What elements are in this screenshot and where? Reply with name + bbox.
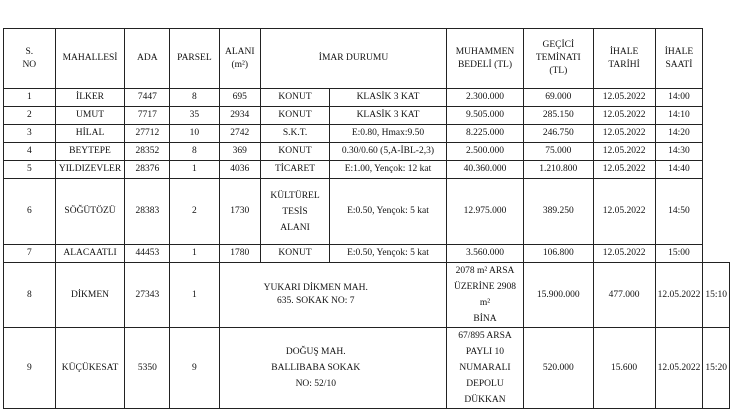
- header-muhammen: MUHAMMEN BEDELİ (TL): [446, 29, 523, 89]
- cell-address: DOĞUŞ MAH. BALLIBABA SOKAK NO: 52/10: [219, 328, 446, 409]
- cell-imar-detail: KLASİK 3 KAT: [329, 89, 446, 107]
- cell-bedel: 40.360.000: [446, 161, 523, 179]
- cell-tarih: 12.05.2022: [593, 179, 655, 245]
- header-imar: İMAR DURUMU: [261, 29, 447, 89]
- cell-bedel: 9.505.000: [446, 107, 523, 125]
- cell-address: YUKARI DİKMEN MAH. 635. SOKAK NO: 7: [219, 263, 446, 328]
- header-sno: S. NO: [4, 29, 56, 89]
- cell-ada: 28352: [125, 143, 170, 161]
- cell-bedel: 2.300.000: [446, 89, 523, 107]
- table-row: [4, 125, 730, 143]
- cell-mahalle: YILDIZEVLER: [55, 161, 125, 179]
- cell-parsel: 8: [170, 89, 219, 107]
- cell-ada: 27343: [125, 263, 170, 328]
- cell-imar-type: KÜLTÜREL TESİS ALANI: [261, 179, 330, 245]
- cell-imar-detail: 0.30/0.60 (5,A-İBL-2,3): [329, 143, 446, 161]
- cell-alan: 369: [219, 143, 261, 161]
- cell-tarih: 12.05.2022: [655, 263, 703, 328]
- cell-tarih: 12.05.2022: [593, 161, 655, 179]
- cell-ada: 28376: [125, 161, 170, 179]
- cell-no: 4: [4, 143, 56, 161]
- cell-tarih: 12.05.2022: [593, 125, 655, 143]
- cell-no: 6: [4, 179, 56, 245]
- cell-alan: 4036: [219, 161, 261, 179]
- cell-imar-detail: E:0.80, Hmax:9.50: [329, 125, 446, 143]
- cell-imar-detail: KLASİK 3 KAT: [329, 107, 446, 125]
- cell-mahalle: SÖĞÜTÖZÜ: [55, 179, 125, 245]
- cell-imar-detail: 2078 m² ARSA ÜZERİNE 2908 m² BİNA: [446, 263, 523, 328]
- cell-imar-type: KONUT: [261, 245, 330, 263]
- auction-table: [3, 28, 730, 409]
- cell-imar-detail: E:1.00, Yençok: 12 kat: [329, 161, 446, 179]
- cell-no: 1: [4, 89, 56, 107]
- cell-parsel: 9: [170, 328, 219, 409]
- cell-saat: 14:10: [655, 107, 703, 125]
- table-row: [4, 179, 730, 245]
- cell-imar-type: TİCARET: [261, 161, 330, 179]
- cell-tarih: 12.05.2022: [593, 143, 655, 161]
- cell-teminat: 106.800: [524, 245, 594, 263]
- cell-ada: 28383: [125, 179, 170, 245]
- cell-no: 9: [4, 328, 56, 409]
- cell-teminat: 1.210.800: [524, 161, 594, 179]
- cell-mahalle: DİKMEN: [55, 263, 125, 328]
- cell-parsel: 35: [170, 107, 219, 125]
- header-alani: ALANI (m²): [219, 29, 261, 89]
- cell-no: 7: [4, 245, 56, 263]
- cell-imar-type: KONUT: [261, 107, 330, 125]
- header-gecici: GEÇİCİ TEMİNATI (TL): [524, 29, 594, 89]
- cell-saat: 14:20: [655, 125, 703, 143]
- cell-ada: 5350: [125, 328, 170, 409]
- cell-saat: 14:50: [655, 179, 703, 245]
- cell-saat: 14:40: [655, 161, 703, 179]
- cell-teminat: 75.000: [524, 143, 594, 161]
- table-row: [4, 328, 730, 409]
- cell-teminat: 285.150: [524, 107, 594, 125]
- cell-parsel: 1: [170, 161, 219, 179]
- cell-parsel: 2: [170, 179, 219, 245]
- cell-ada: 27712: [125, 125, 170, 143]
- header-mahalle: MAHALLESİ: [55, 29, 125, 89]
- cell-mahalle: ALACAATLI: [55, 245, 125, 263]
- cell-ada: 7717: [125, 107, 170, 125]
- cell-mahalle: KÜÇÜKESAT: [55, 328, 125, 409]
- cell-no: 3: [4, 125, 56, 143]
- cell-tarih: 12.05.2022: [655, 328, 703, 409]
- cell-ada: 7447: [125, 89, 170, 107]
- cell-mahalle: İLKER: [55, 89, 125, 107]
- cell-teminat: 15.600: [593, 328, 655, 409]
- cell-imar-detail: E:0.50, Yençok: 5 kat: [329, 179, 446, 245]
- header-ada: ADA: [125, 29, 170, 89]
- cell-teminat: 389.250: [524, 179, 594, 245]
- table-row: [4, 161, 730, 179]
- cell-parsel: 10: [170, 125, 219, 143]
- cell-alan: 2742: [219, 125, 261, 143]
- cell-alan: 1730: [219, 179, 261, 245]
- cell-tarih: 12.05.2022: [593, 107, 655, 125]
- cell-mahalle: BEYTEPE: [55, 143, 125, 161]
- cell-saat: 15:20: [703, 328, 730, 409]
- cell-ada: 44453: [125, 245, 170, 263]
- cell-teminat: 477.000: [593, 263, 655, 328]
- cell-no: 2: [4, 107, 56, 125]
- cell-saat: 14:30: [655, 143, 703, 161]
- cell-alan: 1780: [219, 245, 261, 263]
- cell-no: 8: [4, 263, 56, 328]
- cell-imar-type: KONUT: [261, 89, 330, 107]
- cell-bedel: 520.000: [524, 328, 594, 409]
- cell-saat: 15:00: [655, 245, 703, 263]
- cell-imar-type: S.K.T.: [261, 125, 330, 143]
- cell-teminat: 246.750: [524, 125, 594, 143]
- table-row: [4, 107, 730, 125]
- header-row: [4, 29, 730, 89]
- table-row: [4, 89, 730, 107]
- cell-tarih: 12.05.2022: [593, 89, 655, 107]
- cell-no: 5: [4, 161, 56, 179]
- header-ihale-saati: İHALE SAATİ: [655, 29, 703, 89]
- cell-saat: 15:10: [703, 263, 730, 328]
- cell-teminat: 69.000: [524, 89, 594, 107]
- table-row: [4, 263, 730, 328]
- cell-imar-detail: 67/895 ARSA PAYLI 10 NUMARALI DEPOLU DÜKKAN: [446, 328, 523, 409]
- cell-alan: 2934: [219, 107, 261, 125]
- table-row: [4, 245, 730, 263]
- cell-bedel: 15.900.000: [524, 263, 594, 328]
- cell-bedel: 8.225.000: [446, 125, 523, 143]
- cell-parsel: 8: [170, 143, 219, 161]
- table-row: [4, 143, 730, 161]
- cell-bedel: 3.560.000: [446, 245, 523, 263]
- cell-imar-detail: E:0.50, Yençok: 5 kat: [329, 245, 446, 263]
- cell-bedel: 12.975.000: [446, 179, 523, 245]
- cell-alan: 695: [219, 89, 261, 107]
- cell-imar-type: KONUT: [261, 143, 330, 161]
- cell-tarih: 12.05.2022: [593, 245, 655, 263]
- cell-bedel: 2.500.000: [446, 143, 523, 161]
- cell-parsel: 1: [170, 245, 219, 263]
- header-parsel: PARSEL: [170, 29, 219, 89]
- cell-mahalle: UMUT: [55, 107, 125, 125]
- cell-mahalle: HİLAL: [55, 125, 125, 143]
- header-ihale-tarihi: İHALE TARİHİ: [593, 29, 655, 89]
- cell-saat: 14:00: [655, 89, 703, 107]
- cell-parsel: 1: [170, 263, 219, 328]
